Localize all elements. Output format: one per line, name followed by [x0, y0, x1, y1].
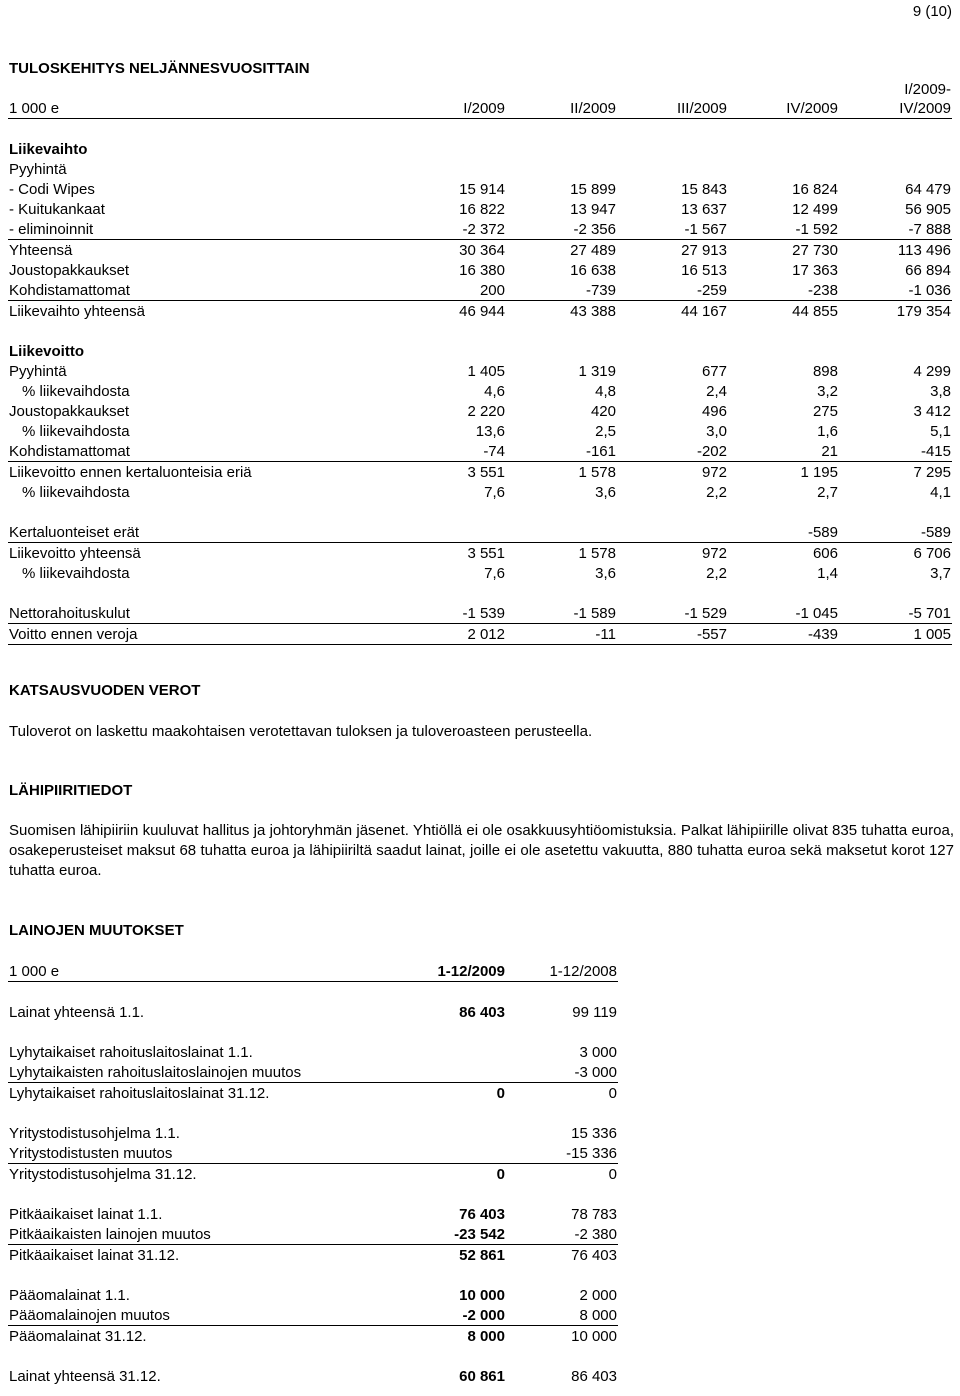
unit-label: 1 000 e: [8, 78, 392, 119]
row-label: Lyhytaikaisten rahoituslaitoslainojen muutos: [8, 1062, 392, 1083]
cell-total: [839, 159, 952, 179]
cell-2009: -23 542: [392, 1224, 506, 1245]
spacer-row: [8, 1022, 618, 1042]
table-row: [8, 1326, 618, 1347]
cell-q1: 13,6: [475, 423, 505, 440]
cell-2009: 76 403: [459, 1206, 505, 1223]
cell-q3: 27 913: [681, 242, 727, 259]
cell-2008: -15 336: [506, 1143, 618, 1164]
cell-2009: -2 000: [392, 1305, 506, 1326]
cell-q2: [506, 341, 617, 361]
cell-total: 1 005: [839, 624, 952, 645]
cell-q4: 3,2: [817, 383, 838, 400]
cell-q1: 30 364: [459, 242, 505, 259]
row-label: Pääomalainat 31.12.: [9, 1328, 147, 1345]
cell-q3: 44 167: [681, 303, 727, 320]
cell-q2: [506, 159, 617, 179]
cell-q3: 677: [701, 363, 727, 380]
cell-total: 3,7: [930, 565, 951, 582]
cell-q2: 420: [590, 403, 616, 420]
row-label: Lyhytaikaiset rahoituslaitoslainat 1.1.: [9, 1044, 253, 1061]
cell-q2: -11: [506, 624, 617, 645]
cell-q4: -238: [728, 280, 839, 301]
cell-2008: 2 000: [579, 1287, 617, 1304]
table-row: [8, 1083, 618, 1104]
cell-total: -5 701: [839, 603, 952, 624]
cell-q3: [617, 522, 728, 543]
row-label: Kohdistamattomat: [8, 441, 392, 462]
cell-q2: 16 638: [570, 262, 616, 279]
cell-q1: -2 372: [392, 219, 506, 240]
row-label: Pitkäaikaisten lainojen muutos: [8, 1224, 392, 1245]
row-label: Pääomalainojen muutos: [8, 1305, 392, 1326]
cell-q1: [392, 341, 506, 361]
table-row: [8, 361, 952, 381]
cell-total: 5,1: [930, 423, 951, 440]
cell-2009: [392, 1143, 506, 1164]
cell-q4: [728, 159, 839, 179]
col-header-q3: III/2009: [617, 78, 728, 119]
row-label: Lainat yhteensä 1.1.: [9, 1004, 145, 1021]
cell-2008: 10 000: [571, 1328, 617, 1345]
row-label: Pääomalainat 1.1.: [9, 1287, 130, 1304]
col-header-total: [839, 78, 952, 119]
cell-q4: 12 499: [792, 201, 838, 218]
table-row: [8, 139, 952, 159]
taxes-title: KATSAUSVUODEN VEROT: [9, 682, 201, 699]
cell-q2: 13 947: [570, 201, 616, 218]
table-row: [8, 381, 952, 401]
table-row: [8, 159, 952, 179]
cell-q4: 21: [728, 441, 839, 462]
table-row: [8, 462, 952, 483]
cell-total: -7 888: [839, 219, 952, 240]
cell-q1: 3 551: [467, 545, 505, 562]
cell-q4: -1 592: [728, 219, 839, 240]
cell-2008: 99 119: [572, 1004, 617, 1021]
cell-q3: [617, 159, 728, 179]
cell-q2: -2 356: [506, 219, 617, 240]
spacer-row: [8, 1184, 618, 1204]
cell-q2: -1 589: [506, 603, 617, 624]
cell-q1: 2 220: [467, 403, 505, 420]
row-label: Yritystodistusohjelma 1.1.: [9, 1125, 180, 1142]
col-header-q1: I/2009: [392, 78, 506, 119]
cell-q3: 13 637: [681, 201, 727, 218]
table-row: [8, 543, 952, 564]
cell-q2: [506, 522, 617, 543]
cell-2009: [392, 1042, 506, 1062]
table-row: [8, 1305, 618, 1326]
table-row: [8, 280, 952, 301]
loans-table: [8, 961, 618, 1386]
row-label: % liikevaihdosta: [22, 484, 130, 501]
table-row: [8, 563, 952, 583]
cell-2008: -2 380: [506, 1224, 618, 1245]
quarterly-table: [8, 78, 952, 645]
spacer-row: [8, 583, 952, 603]
cell-q4: 17 363: [792, 262, 838, 279]
cell-q1: 16 822: [459, 201, 505, 218]
cell-q2: 1 319: [578, 363, 616, 380]
cell-total: 3,8: [930, 383, 951, 400]
cell-q1: 200: [392, 280, 506, 301]
row-label: Joustopakkaukset: [9, 262, 130, 279]
cell-q4: 1,4: [817, 565, 838, 582]
quarterly-title: TULOSKEHITYS NELJÄNNESVUOSITTAIN: [9, 60, 310, 77]
cell-q1: 16 380: [459, 262, 505, 279]
cell-2009: 60 861: [459, 1368, 505, 1385]
cell-q2: 3,6: [595, 565, 616, 582]
row-label: Pitkäaikaiset lainat 1.1.: [9, 1206, 163, 1223]
row-label: Pitkäaikaiset lainat 31.12.: [9, 1247, 180, 1264]
cell-2008: 8 000: [506, 1305, 618, 1326]
cell-q2: 15 899: [570, 181, 616, 198]
cell-q1: 15 914: [459, 181, 505, 198]
cell-q2: 27 489: [570, 242, 616, 259]
cell-2008: 15 336: [571, 1125, 617, 1142]
row-label: Joustopakkaukset: [9, 403, 130, 420]
row-label: Yritystodistusohjelma 31.12.: [9, 1166, 197, 1183]
related-text: Suomisen lähipiiriin kuuluvat hallitus ja johtoryhmän jäsenet. Yhtiöllä ei ole osakkuusyhtiöomistuksia. Palkat lähipiirille olivat 835 tuhatta euroa, osakeperusteiset maksut 68 tuhatta euroa ja lähipiiriltä saadut lainat, joille ei ole asetettu vakuutta, 880 tuhatta euroa sekä maksetut korot 127 tuhatta euroa.: [9, 822, 954, 879]
cell-2008: 86 403: [571, 1368, 617, 1385]
taxes-text: Tuloverot on laskettu maakohtaisen verotettavan tuloksen ja tuloveroasteen perusteella.: [9, 723, 593, 740]
cell-q1: -1 539: [392, 603, 506, 624]
cell-total: -1 036: [839, 280, 952, 301]
cell-q1: [392, 522, 506, 543]
cell-q4: -589: [728, 522, 839, 543]
cell-q4: -1 045: [728, 603, 839, 624]
row-label: Yhteensä: [9, 242, 73, 259]
row-label: Pyyhintä: [9, 363, 67, 380]
cell-q1: 1 405: [467, 363, 505, 380]
table-row: [8, 1366, 618, 1386]
table-row: [8, 179, 952, 199]
cell-total: 4 299: [913, 363, 951, 380]
table-row: [8, 421, 952, 441]
row-label: % liikevaihdosta: [22, 423, 130, 440]
table-row: [8, 1224, 618, 1245]
row-label: Kohdistamattomat: [8, 280, 392, 301]
row-label: Liikevaihto yhteensä: [9, 303, 145, 320]
table-row: [8, 603, 952, 624]
cell-q1: 7,6: [484, 484, 505, 501]
cell-q4: 16 824: [792, 181, 838, 198]
cell-q1: 3 551: [467, 464, 505, 481]
cell-2008: 78 783: [571, 1206, 617, 1223]
page-number: 9 (10): [912, 3, 952, 20]
cell-2009: 10 000: [459, 1287, 505, 1304]
row-label: Pyyhintä: [9, 161, 67, 178]
cell-q2: 43 388: [570, 303, 616, 320]
cell-q3: 2,2: [706, 484, 727, 501]
loans-unit-label: 1 000 e: [8, 961, 392, 982]
cell-q3: -1 529: [617, 603, 728, 624]
cell-q4: 1,6: [817, 423, 838, 440]
cell-total: 6 706: [913, 545, 951, 562]
cell-2008: 76 403: [571, 1247, 617, 1264]
cell-2009: [392, 1062, 506, 1083]
table-row: [8, 199, 952, 219]
cell-total: [839, 341, 952, 361]
row-label: Liikevoitto yhteensä: [9, 545, 141, 562]
row-label: Lainat yhteensä 31.12.: [9, 1368, 161, 1385]
spacer-row: [8, 321, 952, 341]
cell-q4: 44 855: [792, 303, 838, 320]
cell-q4: -439: [728, 624, 839, 645]
loans-header-row: [8, 961, 618, 982]
table-row: [8, 260, 952, 280]
cell-q1: 7,6: [484, 565, 505, 582]
cell-q2: 1 578: [578, 545, 616, 562]
cell-q3: 15 843: [681, 181, 727, 198]
col-header-q2: II/2009: [506, 78, 617, 119]
table-row: [8, 1164, 618, 1185]
cell-q3: -1 567: [617, 219, 728, 240]
row-label: - Kuitukankaat: [9, 201, 105, 218]
cell-q3: [617, 341, 728, 361]
spacer-row: [8, 1103, 618, 1123]
cell-total: 56 905: [905, 201, 951, 218]
row-label: Lyhytaikaiset rahoituslaitoslainat 31.12.: [9, 1085, 270, 1102]
cell-q3: [617, 139, 728, 159]
table-row: [8, 301, 952, 322]
row-label: Liikevaihto: [9, 141, 88, 158]
table-row: [8, 1062, 618, 1083]
cell-2009: 52 861: [459, 1247, 505, 1264]
row-label: Voitto ennen veroja: [8, 624, 392, 645]
cell-2009: [392, 1123, 506, 1143]
cell-q2: -739: [506, 280, 617, 301]
spacer-row: [8, 982, 618, 1003]
loans-table-body: [8, 961, 618, 1386]
cell-q4: 2,7: [817, 484, 838, 501]
quarterly-header-row: [8, 78, 952, 119]
table-row: [8, 401, 952, 421]
cell-q2: 1 578: [578, 464, 616, 481]
table-row: [8, 482, 952, 502]
row-label: Yritystodistusten muutos: [8, 1143, 392, 1164]
col-header-total-line1: I/2009-: [904, 81, 951, 98]
related-title: LÄHIPIIRITIEDOT: [9, 782, 133, 799]
cell-2008: -3 000: [506, 1062, 618, 1083]
table-row: [8, 1042, 618, 1062]
spacer-row: [8, 1265, 618, 1285]
cell-2008: 0: [608, 1166, 617, 1183]
cell-q3: -202: [617, 441, 728, 462]
cell-q3: 972: [701, 464, 727, 481]
cell-q1: [392, 139, 506, 159]
table-row: [8, 624, 952, 645]
cell-2008: 3 000: [579, 1044, 617, 1061]
row-label: Liikevoitto ennen kertaluonteisia eriä: [9, 464, 252, 481]
table-row: [8, 240, 952, 261]
col-header-q4: IV/2009: [728, 78, 839, 119]
cell-q4: [728, 341, 839, 361]
table-row: [8, 1143, 618, 1164]
table-row: [8, 1285, 618, 1305]
loans-title: LAINOJEN MUUTOKSET: [9, 922, 184, 939]
cell-2009: 0: [496, 1166, 505, 1183]
cell-q1: -74: [392, 441, 506, 462]
cell-q1: 46 944: [459, 303, 505, 320]
cell-total: 64 479: [905, 181, 951, 198]
cell-q3: 3,0: [706, 423, 727, 440]
row-label: - eliminoinnit: [8, 219, 392, 240]
row-label: Nettorahoituskulut: [8, 603, 392, 624]
spacer-row: [8, 119, 952, 140]
spacer-row: [8, 1346, 618, 1366]
cell-q3: -557: [617, 624, 728, 645]
cell-total: 66 894: [905, 262, 951, 279]
cell-q4: 898: [812, 363, 838, 380]
cell-q4: 606: [812, 545, 838, 562]
table-row: [8, 219, 952, 240]
cell-2008: 0: [608, 1085, 617, 1102]
cell-2009: 0: [496, 1085, 505, 1102]
cell-q3: -259: [617, 280, 728, 301]
loans-col-header-2008: 1-12/2008: [506, 961, 618, 982]
row-label: Kertaluonteiset erät: [8, 522, 392, 543]
loans-col-header-2009: 1-12/2009: [392, 961, 506, 982]
table-row: [8, 1245, 618, 1266]
cell-q2: 2,5: [595, 423, 616, 440]
cell-q2: 3,6: [595, 484, 616, 501]
cell-total: 113 496: [897, 242, 951, 259]
cell-q1: 4,6: [484, 383, 505, 400]
cell-total: [839, 139, 952, 159]
cell-total: 7 295: [913, 464, 951, 481]
cell-total: 3 412: [913, 403, 951, 420]
cell-total: 179 354: [896, 303, 951, 320]
table-row: [8, 341, 952, 361]
table-row: [8, 441, 952, 462]
cell-total: -589: [839, 522, 952, 543]
cell-q3: 496: [701, 403, 727, 420]
row-label: - Codi Wipes: [9, 181, 95, 198]
cell-q3: 16 513: [681, 262, 727, 279]
cell-q4: 275: [812, 403, 838, 420]
cell-q1: [392, 159, 506, 179]
cell-q4: 27 730: [792, 242, 838, 259]
cell-q1: 2 012: [392, 624, 506, 645]
col-header-total-line2: IV/2009: [899, 100, 951, 117]
cell-q2: -161: [506, 441, 617, 462]
quarterly-table-body: [8, 78, 952, 645]
table-row: [8, 1002, 618, 1022]
cell-q4: 1 195: [800, 464, 838, 481]
cell-q4: [728, 139, 839, 159]
table-row: [8, 1123, 618, 1143]
cell-2009: 8 000: [467, 1328, 505, 1345]
cell-total: 4,1: [930, 484, 951, 501]
table-row: [8, 522, 952, 543]
row-label: % liikevaihdosta: [22, 383, 130, 400]
cell-q2: [506, 139, 617, 159]
cell-total: -415: [839, 441, 952, 462]
cell-q3: 2,2: [706, 565, 727, 582]
spacer-row: [8, 502, 952, 522]
cell-q3: 972: [701, 545, 727, 562]
cell-q2: 4,8: [595, 383, 616, 400]
cell-q3: 2,4: [706, 383, 727, 400]
table-row: [8, 1204, 618, 1224]
row-label: % liikevaihdosta: [22, 565, 130, 582]
row-label: Liikevoitto: [9, 343, 85, 360]
cell-2009: 86 403: [459, 1004, 505, 1021]
